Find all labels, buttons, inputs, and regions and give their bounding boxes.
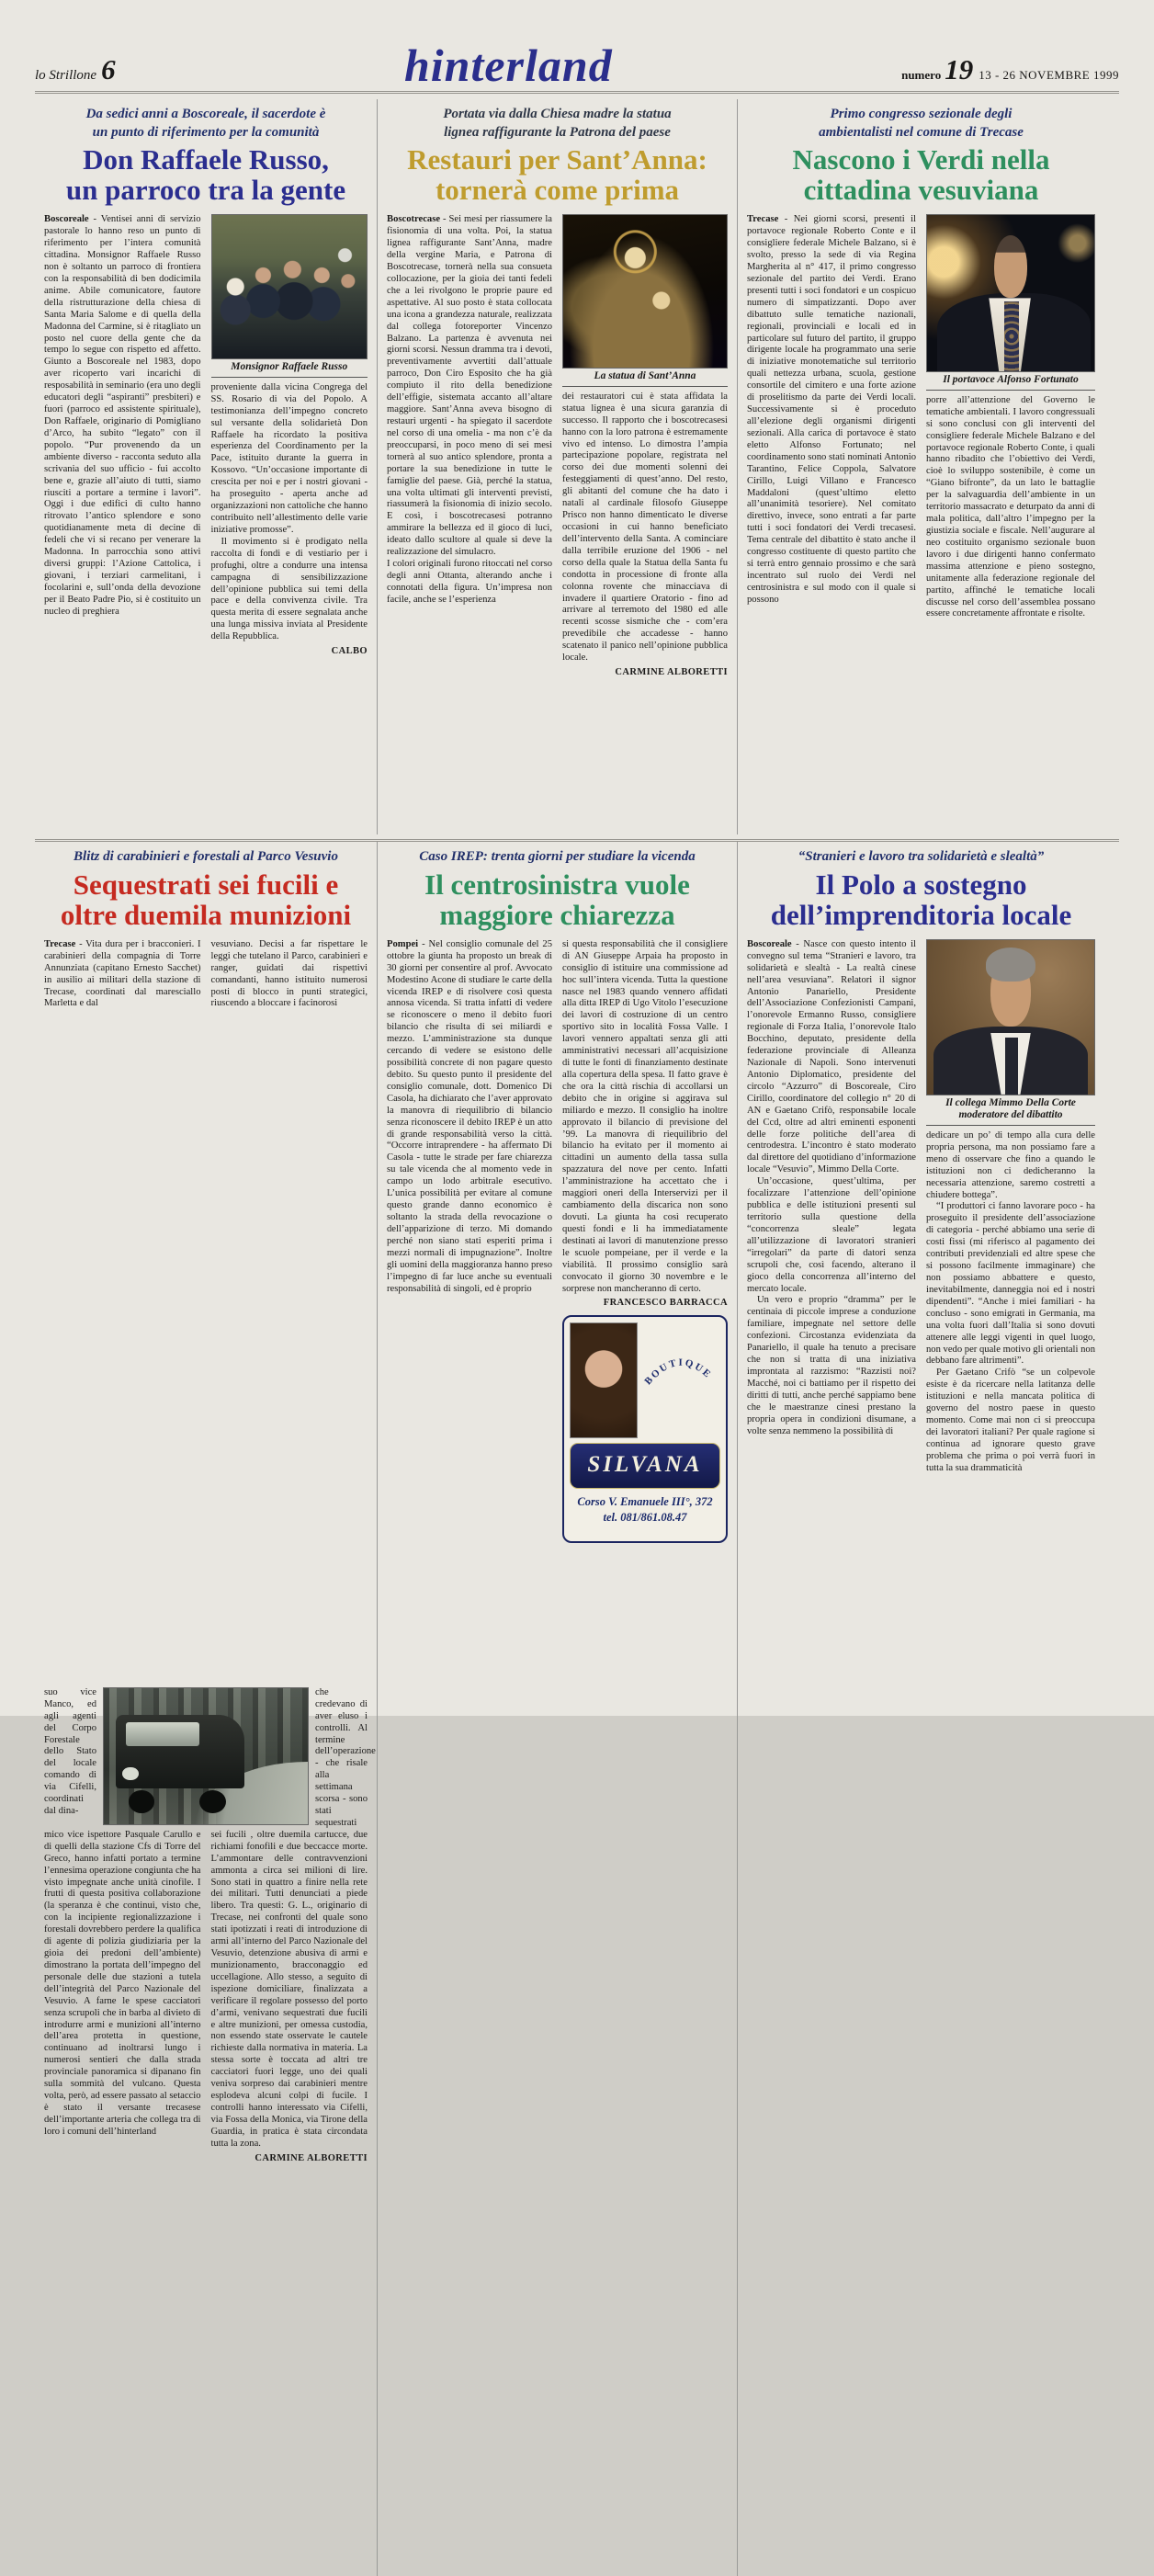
photo-caption: Il portavoce Alfonso Fortunato — [926, 372, 1095, 391]
article-body — [747, 214, 1095, 816]
masthead-rule — [35, 91, 1119, 94]
byline: FRANCESCO BARRACCA — [603, 1298, 728, 1309]
top-section — [35, 99, 1119, 834]
photo-figure — [562, 214, 728, 387]
ad-phone-line: tel. 081/861.08.47 — [603, 1510, 687, 1524]
text-column — [211, 1830, 368, 2576]
body-text: - Nasce con questo intento il convegno sul tema “Stranieri e lavoro, tra solidarietà e slealtà - La realtà cinese nell’area vesuviana”. Relatori il signor Antonio Panariello, Presidente dell’Associazione Confezionisti Campani, l’onorevole Ermanno Russo, consigliere regionale di Forza Italia, l’onorevole Italo Bocchino, deputato, presidente della federazione provinciale di Alleanza Nazionale di Napoli. Sono intervenuti Antonio Diplomatico, presidente del circolo “Azzurro” di Boscoreale, Ciro Cirillo, coordinatore del collegio n° 20 di AN e Gaetano Crifò, responsabile locale del Ccd, oltre ad altri eminenti esponenti delle forze politiche dell’area di centrodestra. L’incontro è stato moderato dal direttore del quotidiano d’informazione locale “Vesuvio”, Mimmo Della Corte. — [747, 938, 916, 1175]
byline: CALBO — [331, 646, 368, 657]
photo-figure — [926, 214, 1095, 391]
photo-don-russo-crowd — [211, 214, 368, 359]
headline — [747, 144, 1095, 205]
headline-line: Don Raffaele Russo, — [83, 143, 329, 176]
headline-line: Sequestrati sei fucili e — [73, 868, 339, 901]
article-body — [387, 939, 728, 1685]
article-paragraph: Un’occasione, quest’ultima, per focalizzare l’attenzione dell’opinione pubblica e delle istituzioni presenti sul territorio sulla questione della “concorrenza sleale” legata all’utilizzazione di lavoratori stranieri “irregolari” da parte di datori senza scrupoli che, così facendo, alterano il gioco della concorrenza all’interno del mercato locale. — [747, 1176, 916, 1294]
masthead-right — [901, 53, 1119, 86]
body-text: - Ventisei anni di servizio pastorale lo hanno reso un punto di riferimento per l’intera comunità cittadina. Monsignor Raffaele Russo non è soltanto un parroco di frontiera con la responsabilità di ben dodicimila anime. Abile comunicatore, fautore della ristrutturazione della chiesa di Santa Maria Salome e di quella della Madonna del Carmine, si è ritagliato un posto nel cuore della gente che da tempo lo segue con rispetto ed affetto. Giunto a Boscoreale nel 1983, dopo aver ricoperto vari incarichi di resposabilità in seminario (era uno degli educatori degli “aspiranti” presbiteri) e fuori (parroco ed assistente spirituale), Don Raffaele, originario di Pomigliano d’Arco, ha subito “legato” con il popolo. “Pur provenendo da un ambiente diverso - racconta seduto alla scrivania del suo ufficio - fui accolto bene e, grazie all’aiuto di tutti, siamo riusciti a portare a termine i lavori”. Oggi i due edifici di culto hanno ritrovato l’antico splendore e sono quotidianamente meta di decine di fedeli che vi si recano per venerare la Madonna. In parrocchia sono attivi diversi gruppi: l’Azione Cattolica, i giovani, i terziari carmelitani, i focolarini e, sull’onda della devozione per il Beato Padre Pio, si è costituito un nucleo di preghiera — [44, 214, 201, 617]
bottom-section — [35, 842, 1119, 2163]
headline-line: cittadina vesuviana — [803, 174, 1039, 207]
article-caso-irep — [377, 842, 737, 2576]
dateline: Boscoreale — [44, 214, 89, 225]
kicker — [44, 848, 368, 867]
article-paragraph — [387, 214, 552, 559]
headline-line: dell’imprenditoria locale — [770, 898, 1072, 931]
photo-alfonso-fortunato — [926, 214, 1095, 372]
kicker — [44, 106, 368, 142]
photo-caption: Monsignor Raffaele Russo — [211, 359, 368, 378]
text-column — [926, 214, 1095, 816]
body-text: - Sei mesi per riassumere la fisionomia di una volta. Poi, la statua lignea raffigurante Sant’Anna, madre della vergine Maria, e Patrona di Boscotrecase, tornerà nella sua consueta collocazione, per la gioia dei tanti fedeli che a lei rivolgono le proprie paure ed aspettative. Al suo posto è stata collocata una icona a grandezza naturale, realizzata dal collega fotoreporter Vincenzo Balzano. La partenza è avvenuta nei giorni scorsi. Nessun dramma tra i devoti, preventivamente avvertiti dall’attuale parroco, Don Ciro Esposito che ha già compiuto il rito della benedizione dell’effigie, sistemata accanto all’altare maggiore. Sant’Anna aveva bisogno di restauri urgenti - ha spiegato il sacerdote nel corso di una omelia - ma non c’è da preoccuparsi, in poco meno di sei mesi tornerà al suo antico splendore, pronta a portare la sua benedizione in tutte le famiglie del paese. Già, perché la statua, una volta ultimati gli interventi previsti, riassumerà la fisionomia di inizio secolo. E così, i boscotrecasesi potranno ammirare la bellezza ed il gioco di luci, ideato dallo scultore al quale si deve la realizzazione del simulacro. — [387, 214, 552, 558]
kicker-line: un punto di riferimento per la comunità — [92, 124, 320, 140]
photo-caption — [926, 1095, 1095, 1126]
headline-line: Restauri per Sant’Anna: — [407, 143, 707, 176]
headline — [387, 144, 728, 205]
text-column-narrow: suo vice Manco, ed agli agenti del Corpo Forestale dello Stato del locale comando di via Cifelli, coordinati dal dina- — [44, 1686, 96, 1817]
ad-boutique-silvana — [562, 1315, 728, 1543]
article-paragraph: dedicare un po’ di tempo alla cura delle propria persona, ma non possiamo fare a meno di osservare che fino a quando le istituzioni non ci dedicheranno la necessaria attenzione, saremo costretti a chiudere bottega”. — [926, 1129, 1095, 1200]
text-column — [387, 939, 552, 1685]
kicker — [747, 848, 1095, 867]
svg-text:BOUTIQUE — [642, 1357, 714, 1388]
article-paragraph — [44, 939, 201, 1011]
photo-statua-sant-anna — [562, 214, 728, 369]
photo-wrap-row — [44, 1686, 376, 1828]
article-paragraph: vesuviano. Decisi a far rispettare le leggi che tutelano il Parco, carabinieri e ranger, guidati dai rispettivi comandanti, hanno istituito numerosi posti di blocco in punti strategici, riuscendo a bloccare i facinorosi — [210, 938, 368, 1009]
headline-line: Il centrosinistra vuole — [424, 868, 690, 901]
ad-top — [570, 1322, 720, 1438]
ad-address — [570, 1494, 720, 1526]
article-paragraph — [747, 214, 916, 606]
headline-line: Il Polo a sostegno — [815, 868, 1027, 901]
article-body — [387, 214, 728, 816]
issue-number: 19 — [945, 53, 974, 85]
photo-figure — [211, 214, 368, 378]
text-column-narrow: che credevano di aver eluso i controlli. Al termine dell’operazione - che risale alla settimana scorsa - sono stati sequestrati — [315, 1686, 376, 1828]
page-number: 6 — [101, 53, 116, 85]
headline — [387, 869, 728, 930]
paper-name: lo Strillone — [35, 68, 97, 83]
ad-arched-title — [642, 1322, 720, 1438]
dateline: Trecase — [747, 214, 779, 225]
headline-line: tornerà come prima — [435, 174, 680, 207]
ad-title-text: BOUTIQUE — [642, 1356, 714, 1388]
dateline: Boscotrecase — [387, 214, 441, 225]
kicker-line: Da sedici anni a Boscoreale, il sacerdote è — [85, 107, 326, 121]
headline-line: Nascono i Verdi nella — [792, 143, 1050, 176]
text-column — [44, 214, 201, 816]
byline: CARMINE ALBORETTI — [255, 2152, 368, 2163]
article-paragraph: I colori originali furono ritoccati nel corso degli anni Ottanta, alterando anche i connotati della figura. Un’impresa non facile, anche se l’esperienza — [387, 559, 552, 605]
caption-line: Il collega Mimmo Della Corte — [945, 1096, 1076, 1108]
article-paragraph: porre all’attenzione del Governo le tematiche ambientali. I lavoro congressuali si sono conclusi con gli interventi del consigliere federale Michele Balzano e del portavoce regionale Roberto Conte, i quali hanno ribadito che l’obiettivo dei Verdi, cioè lo sviluppo sostenibile, è come un “Giano bifronte”, da un lato le battaglie per la salvaguardia dell’ambiente in un territorio massacrato e deturpato da anni di mala politica, dall’altro l’impegno per la giustizia sociale e fiscale. Nell’augurare al neo costituito organismo sezionale buon lavoro i due dirigenti hanno confermato massima attenzione e pieno sostegno, unitamente alla federazione regionale del partito, affinché le tematiche locali discusse nel corso dell’assemblea possano essere concretamente affrontate e risolte. — [926, 394, 1095, 619]
text-column — [747, 939, 916, 1685]
photo-figure — [926, 939, 1095, 1126]
text-column — [926, 939, 1095, 1685]
newspaper-logo: hinterland — [403, 40, 613, 91]
headline-line: oltre duemila munizioni — [60, 898, 352, 931]
photo-caption: La statua di Sant’Anna — [562, 369, 728, 387]
kicker-line: “Stranieri e lavoro tra solidarietà e slealtà” — [798, 849, 1045, 864]
article-paragraph: proveniente dalla vicina Congrega del SS. Rosario di via del Popolo. A testimonianza dell’impegno concreto sul versante della solidarietà Don Raffaele ha ricordato la positiva esperienza del Coordinamento per la Pace, istituito durante la guerra in Kossovo. “Un’occasione importante di crescita per noi e per i nostri giovani - ha proseguito - aperta anche ad organizzazioni non cattoliche che hanno contribuito nell’allestimento delle varie iniziative promosse”. — [210, 381, 368, 535]
article-body — [44, 214, 368, 816]
body-text: - Nei giorni scorsi, presenti il portavoce regionale Roberto Conte e il consigliere federale Michele Balzano, si è svolto, presso la sede di via Regina Margherita al n° 417, il primo congresso sezionale del partito dei Verdi. Erano presenti tutti i soci fondatori e un cospicuo numero di simpatizzanti. Dopo aver dibattuto sulle tematiche nazionali, regionali, provinciali e locali ed in particolare sul futuro del partito, il gruppo dirigente locale ha programmato una serie di iniziative monotematiche sul territorio quali nettezza urbana, scuola, gestione consortile del cimitero e una forte azione di proselitismo da parte dei Verdi locali. Successivamente si è proceduto all’elezione degli organismi dirigenti sezionali. Alla carica di portavoce è stato eletto Alfonso Fortunato; nel coordinamento sono stati nominati Antonio Tarantino, Felice Coppola, Salvatore Cirillo, Luigi Villano e Francesco Maddaloni (quest’ultimo eletto all’unanimità tesoriere). Nel comitato direttivo, invece, sono entrati a far parte tutti i soci fondatori dei Verdi trecasesi. Tema centrale del dibattito è stato anche il congresso costituente di questo partito che si terrà entro gennaio prossimo e che sarà incentrato sul ruolo dei Verdi nel centrosinistra e sul modo con il quale si possono — [747, 214, 917, 605]
article-nascono-i-verdi — [737, 99, 1104, 834]
article-paragraph — [44, 214, 201, 618]
headline — [44, 869, 368, 930]
text-column — [562, 939, 728, 1685]
kicker — [387, 848, 728, 867]
text-column — [562, 214, 728, 816]
text-column — [747, 214, 916, 816]
masthead — [35, 26, 1119, 91]
headline-line: un parroco tra la gente — [65, 174, 346, 207]
article-paragraph: Il movimento si è prodigato nella raccolta di fondi e di vestiario per i profughi, oltre a condurre una intensa campagna di sensibilizzazione dell’opinione pubblica sui temi della pace e della convivenza civile. Tra questa merita di essere segnalata anche una lunga missiva inviata al Presidente della Repubblica. — [210, 536, 368, 642]
issue-label: numero — [901, 68, 942, 82]
photo-mimmo-della-corte — [926, 939, 1095, 1095]
article-restauri-sant-anna — [377, 99, 737, 834]
kicker-line: lignea raffigurante la Patrona del paese — [444, 124, 671, 140]
kicker — [747, 106, 1095, 142]
kicker-line: Caso IREP: trenta giorni per studiare la vicenda — [419, 849, 696, 864]
article-il-polo-imprenditoria — [737, 842, 1104, 2576]
issue-date: 13 - 26 NOVEMBRE 1999 — [979, 68, 1119, 82]
headline — [747, 869, 1095, 930]
article-paragraph: Per Gaetano Crifò “se un colpevole esiste è da ricercare nella latitanza delle istituzioni e nella mancata politica di governo del nostro paese in questo momento. Come mai non ci si preoccupa dei lavoratori italiani? Per quale ragione si continua ad ignorare questo grave problema che prima o poi verrà fuori in tutta la sua drammaticità — [926, 1367, 1095, 1473]
article-paragraph: mico vice ispettore Pasquale Carullo e di quelli della stazione Cfs di Torre del Greco, hanno infatti portato a termine l’ennesima operazione congiunta che ha visto impegnate anche unità cinofile. I frutti di questa positiva collaborazione (la speranza è che continui, visto che, con la incipiente regionalizzazione i forestali dovrebbero perdere la qualifica di agente di polizia giudiziaria per la gioia dei predoni dell’ambiente) dimostrano la portata dell’impegno del personale delle due stazioni a tutela dell’integrità del Parco Nazionale del Vesuvio. A farne le spese cacciatori senza scrupoli che in barba al divieto di introdurre armi e munizioni all’interno dell’area protetta in questione, continuano ad inoltrarsi lungo i numerosi sentieri che dalla strada provinciale panoramica si dipanano fin sulla sommità del vulcano. Questa volta, però, ad essere passato al setaccio è stato il versante trecasese dell’importante arteria che collega tra di loro i comuni dell’hinterland — [44, 1829, 201, 2137]
article-paragraph: dei restauratori cui è stata affidata la statua lignea è una sicura garanzia di successo. Il rapporto che i boscotrecasesi hanno con la loro patrona è estremamente vivo ed intenso. Lo dimostra l’ampia partecipazione popolare, registrata nel corso dei due momenti solenni dei festeggiamenti di quest’anno. Del resto, gli abitanti del comune che ha dato i natali al cardinale filosofo Giuseppe Prisco non hanno dimenticato le diverse occasioni in cui hanno beneficiato dell’intervento della Santa. A cominciare dalla terribile eruzione del 1906 - nel corso della quale la Statua della Santa fu condotta in processione di fronte alla colonna rovente che minacciava di invadere il quartiere Oratorio - fino ad arrivare al terremoto del 1980 ed alle recenti scosse sismiche che - com’era prevedibile che accadesse - hanno scatenato il panico nell’opinione pubblica locale. — [562, 391, 728, 664]
article-paragraph — [747, 939, 916, 1176]
kicker-line: Blitz di carabinieri e forestali al Parco Vesuvio — [74, 849, 338, 864]
byline: CARMINE ALBORETTI — [615, 667, 728, 678]
masthead-left — [35, 53, 116, 86]
kicker-line: Primo congresso sezionale degli — [830, 107, 1013, 121]
ad-brand-name: SILVANA — [570, 1443, 720, 1489]
article-paragraph — [387, 939, 552, 1296]
body-text: - Vita dura per i bracconieri. I carabinieri della compagnia di Torre Annunziata (capitano Ernesto Sacchet) in ausilio ai militari della stazione di Trecase, coordinati dal maresciallo Marletta e dal — [44, 938, 201, 1009]
article-body — [44, 939, 368, 1685]
dateline: Boscoreale — [747, 938, 792, 949]
article-body — [747, 939, 1095, 1685]
text-column — [387, 214, 552, 816]
kicker — [387, 106, 728, 142]
headline-line: maggiore chiarezza — [439, 898, 675, 931]
article-paragraph: Un vero e proprio “dramma” per le centinaia di piccole imprese a conduzione familiare, impegnate nel settore delle confezioni. Circostanza evidenziata da Panariello, il quale ha tenuto a precisare che non si tratta di una iniziativa improntata al razzismo: “Razzisti noi? Macché, noi ci battiamo per il rispetto dei diritti di tutti, anche perché sappiamo bene che le maestranze cinesi prestano la propria opera in condizioni disumane, a volte senza nemmeno la possibilità di — [747, 1295, 916, 1436]
dateline: Pompei — [387, 938, 419, 949]
kicker-line: ambientalisti nel comune di Trecase — [819, 124, 1024, 140]
text-column — [44, 939, 201, 1685]
article-paragraph: “I produttori ci fanno lavorare poco - ha proseguito il presidente dell’associazione di categoria - perché abbiamo una serie di costi fissi (mi riferisco al pagamento dei contributi previdenziali ed altre spese che si possono facilmente immaginare) che non possiamo abbattere e questo, inevitabilmente, danneggia noi ed i nostri dipendenti”. “Anche i miei familiari - ha concluso - sono emigrati in Germania, ma una volta fuori dall’Italia si sono dovuti attenere alle leggi vigenti in quel luogo, non vedo per quale motivo gli orientali non debbano fare altrimenti”. — [926, 1201, 1095, 1367]
dateline: Trecase — [44, 938, 76, 949]
kicker-line: Portata via dalla Chiesa madre la statua — [443, 107, 672, 121]
article-body — [44, 1830, 368, 2576]
article-paragraph: sei fucili , oltre duemila cartucce, due richiami fonofili e due beccacce morte. L’ammontare delle contravvenzioni ammonta a circa sei milioni di lire. Sono stati in quattro a finire nella rete dei militari. Tutti denunciati a piede libero. Tra questi: G. L., originario di Trecase, nei confronti del quale sono stati ipotizzati i reati di introduzione di armi all’interno del Parco Nazionale del Vesuvio, detenzione abusiva di armi e munizionamento, bracconaggio ed uccellagione. Allo stesso, a seguito di ispezione domiciliare, finalizzata a verificare il regolare possesso del porto d’armi, venivano sequestrati due fucili e altre munizioni, per omessa custodia, non essendo state osservate le cautele richieste dalla normativa in materia. La stessa sorte è toccata ad altri tre cacciatori fuori legge, uno dei quali veniva sorpreso dai carabinieri mentre esplodeva alcuni colpi di fucile. I controlli hanno interessato via Cifelli, via Fossa della Monica, via Tirone della Guardia, in pratica è stata circondata tutta la zona. — [210, 1829, 368, 2149]
article-don-raffaele-russo — [35, 99, 377, 834]
headline — [44, 144, 368, 205]
article-paragraph: si questa responsabilità che il consigliere di AN Giuseppe Arpaia ha proposto in consiglio di istituire una commissione ad hoc sull’intera vicenda. Tutta la questione nasce nel 1983 quando vennero affidati alla ditta IREP di Ugo Vitolo l’esecuzione dei lavori di costruzione di un centro sportivo sito in località Fossa Valle. I lavori vennero appaltati senza gli atti amministrativi necessari all’acquisizione di tutte le fonti di finanziamento destinate alla copertura della spesa. Il fatto grave è che ora la città rischia di accollarsi un debito che in origine si aggirava sul miliardo e mezzo. Il consiglio ha inoltre approvato il bilancio di previsione del ’99. La manovra di riequilibrio del bilancio ha evitato per il momento ai cittadini un aumento della tassa sulla spazzatura del nove per cento. Infatti l’amministrazione ha accettato che i maggiori oneri della Interservizi per il cambiamento della discarica non sono dovuti. La giunta ha così recuperato questi fondi e li ha immediatamente destinati ai lavori di manutenzione presso le scuole pompeiane, per il verde e la viabilità. Il prossimo consiglio sarà convocato il giorno 30 novembre e le sorprese non mancheranno di certo. — [562, 938, 728, 1294]
photo-jeep-parco-vesuvio — [103, 1687, 309, 1825]
caption-line: moderatore del dibattito — [958, 1109, 1063, 1121]
text-column — [44, 1830, 201, 2576]
text-column — [211, 939, 368, 1685]
ad-address-line: Corso V. Emanuele III°, 372 — [577, 1494, 713, 1508]
photo-figure — [103, 1687, 309, 1827]
text-column — [211, 214, 368, 816]
ad-model-photo — [570, 1322, 638, 1438]
body-text: - Nel consiglio comunale del 25 ottobre la giunta ha proposto un break di 30 giorni per consentire al prof. Avvocato Modestino Acone di studiare le carte della vicenda IREP e di risolvere così questa annosa vicenda. Si tratta infatti di vedere se riconoscere o meno il debito fuori bilancio che risulta di sei miliardi e mezzo. L’amministrazione sta dunque cercando di vedere se esistono delle possibilità concrete di non pagare questo debito. Su questo punto il presidente del consiglio comunale, dott. Domenico Di Casola, ha dichiarato che l’aver approvato la manovra di riequilibrio di bilancio senza riconoscere il debito IREP è un atto di grande responsabilità verso la città. “Occorre intraprendere - ha affermato Di Casola - tutte le strade per fare chiarezza su tale vicenda che al momento vede in campo un lodo arbitrale esecutivo. L’unica possibilità per evitare al comune questo grande danno economico è soltanto la strada della revocazione o dell’apparizione di terzo. Mi domando perché non siano stati esperiti prima i mezzi normali di impugnazione”. Inoltre gli uomini della maggioranza hanno preso l’impegno di far luce anche su eventuali responsabilità di singoli, ed è proprio — [387, 938, 553, 1294]
article-sequestrati-fucili — [35, 842, 377, 2576]
